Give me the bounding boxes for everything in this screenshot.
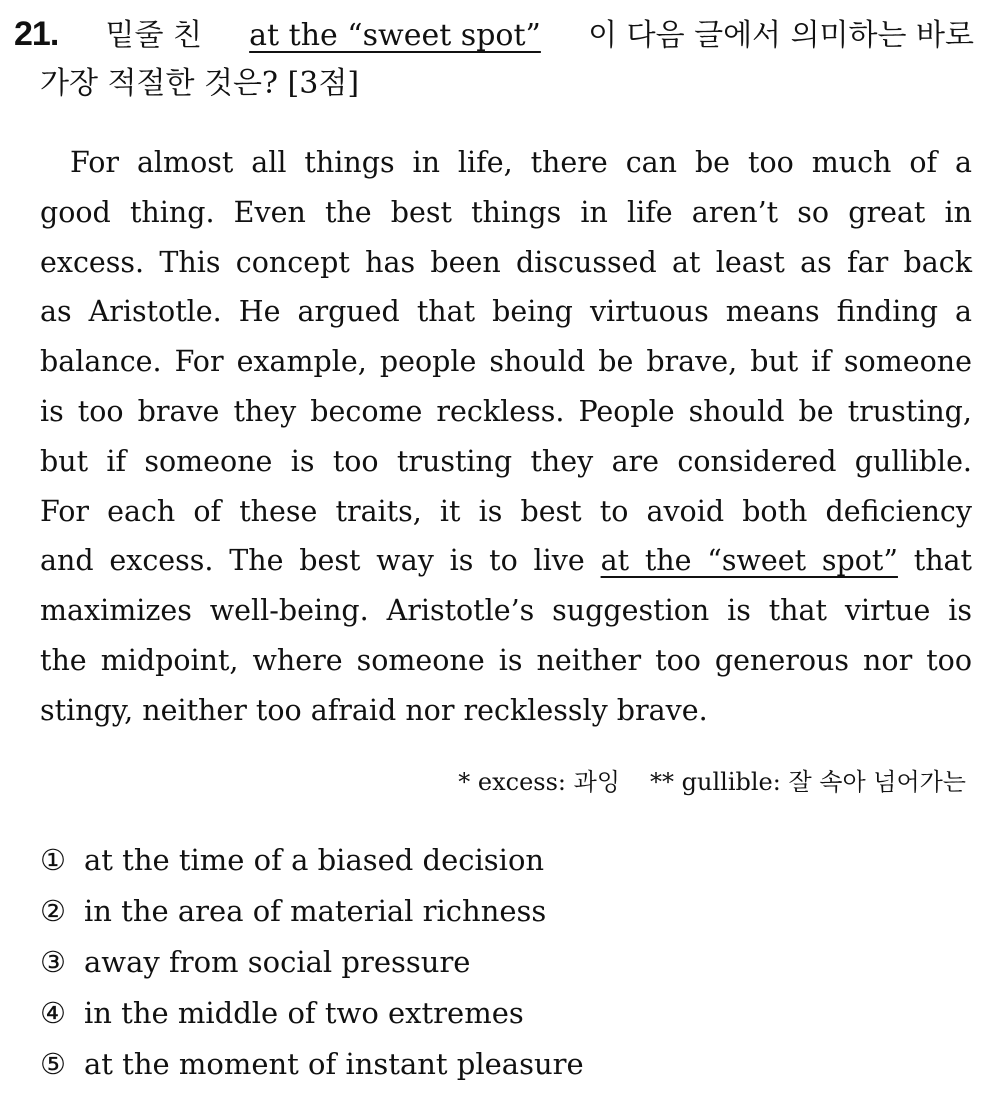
passage-line: For each of these traits, it is best to avoid both deficiency bbox=[40, 494, 972, 528]
question-prompt-line-1 bbox=[14, 10, 974, 60]
prompt-before: 밑줄 친 bbox=[105, 18, 202, 53]
footnotes bbox=[14, 762, 978, 797]
choice-mark: ① bbox=[40, 842, 66, 877]
question-number: 21. bbox=[14, 15, 59, 53]
passage-line: as Aristotle. He argued that being virtuous means finding a bbox=[40, 295, 972, 329]
answer-choices bbox=[14, 835, 978, 1090]
passage-line-with-underline bbox=[40, 536, 972, 586]
choice-mark: ② bbox=[40, 893, 66, 928]
prompt-underlined-phrase: at the “sweet spot” bbox=[249, 18, 541, 53]
passage-underlined-phrase: at the “sweet spot” bbox=[600, 544, 898, 578]
choice-text: away from social pressure bbox=[84, 944, 471, 979]
choice-mark: ④ bbox=[40, 995, 66, 1030]
choice-text: in the middle of two extremes bbox=[84, 995, 524, 1030]
passage-line: is too brave they become reckless. People should be trusting, bbox=[40, 394, 972, 428]
choice-1[interactable] bbox=[40, 835, 978, 886]
passage-line: excess. This concept has been discussed at least as far back bbox=[40, 245, 972, 279]
passage-line: but if someone is too trusting they are considered gullible. bbox=[40, 444, 972, 478]
choice-text: at the time of a biased decision bbox=[84, 842, 545, 877]
choice-3[interactable] bbox=[40, 937, 978, 988]
question-prompt-line-2: 가장 적절한 것은? [3점] bbox=[40, 66, 360, 101]
choice-mark: ③ bbox=[40, 944, 66, 979]
choice-text: at the moment of instant pleasure bbox=[84, 1046, 584, 1081]
choice-mark: ⑤ bbox=[40, 1046, 66, 1081]
line9-before: and excess. The best way is to live bbox=[40, 544, 585, 578]
choice-text: in the area of material richness bbox=[84, 893, 547, 928]
reading-passage bbox=[14, 138, 978, 736]
question-header bbox=[14, 10, 978, 108]
passage-line: good thing. Even the best things in life aren’t so great in bbox=[40, 195, 972, 229]
passage-line: the midpoint, where someone is neither too generous nor too bbox=[40, 643, 972, 677]
passage-line: balance. For example, people should be brave, but if someone bbox=[40, 345, 972, 379]
choice-5[interactable] bbox=[40, 1039, 978, 1090]
passage-line: maximizes well-being. Aristotle’s suggestion is that virtue is bbox=[40, 594, 972, 628]
line9-after: that bbox=[913, 544, 973, 578]
footnote-excess: * excess: 과잉 bbox=[458, 767, 621, 796]
choice-2[interactable] bbox=[40, 886, 978, 937]
passage-line: For almost all things in life, there can be too much of a bbox=[70, 146, 972, 179]
choice-4[interactable] bbox=[40, 988, 978, 1039]
passage-line: stingy, neither too afraid nor recklessly brave. bbox=[40, 693, 708, 727]
footnote-gullible: ** gullible: 잘 속아 넘어가는 bbox=[650, 767, 966, 796]
prompt-after: 이 다음 글에서 의미하는 바로 bbox=[588, 18, 974, 53]
